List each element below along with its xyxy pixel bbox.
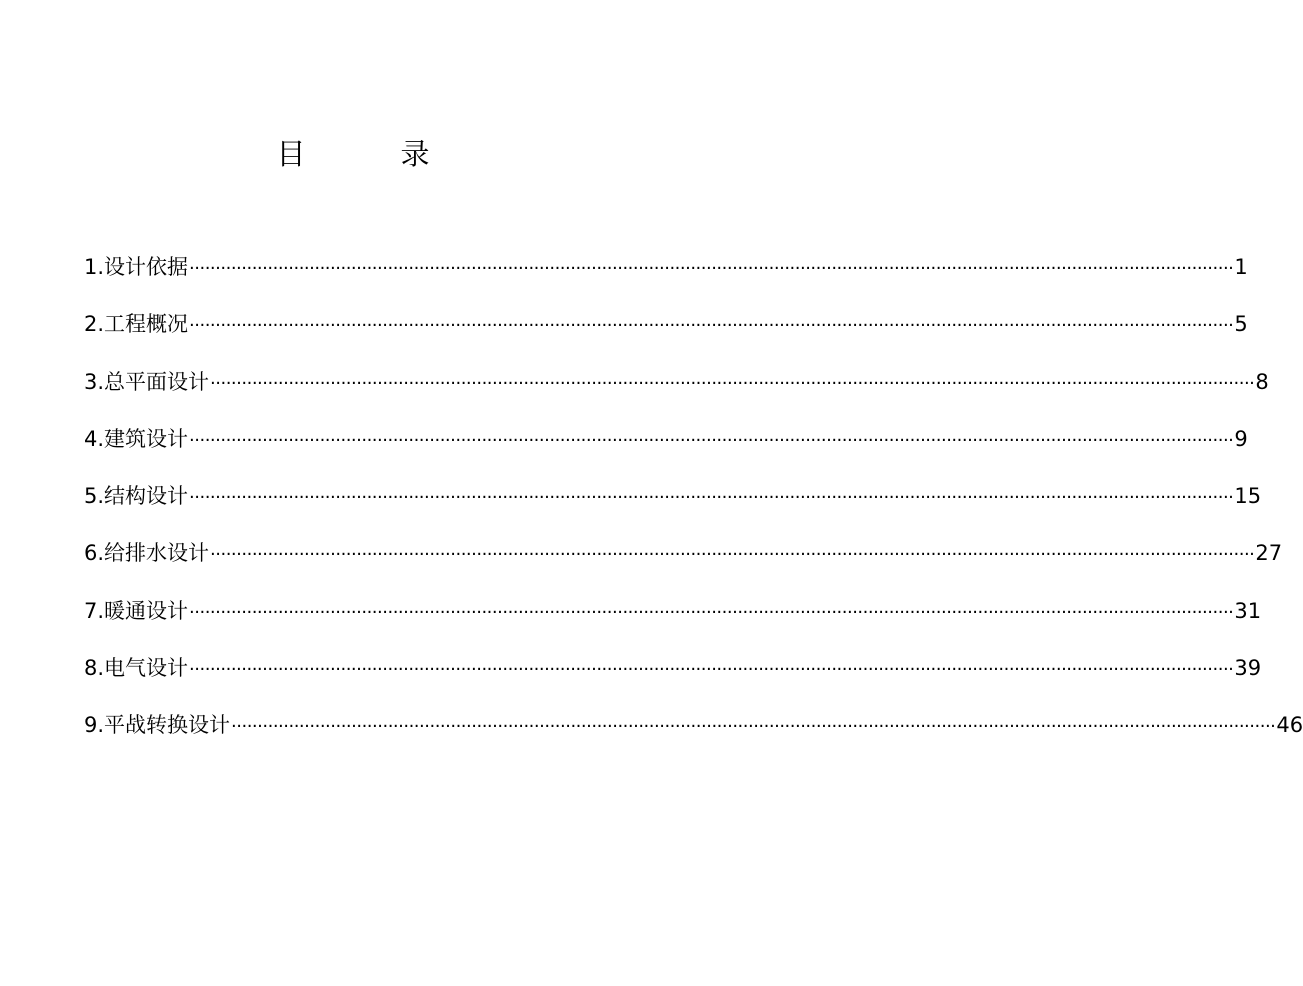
toc-dot-leader: ········································································································································································································ (189, 315, 1234, 337)
toc-page-number: 27 (1255, 541, 1283, 566)
toc-entry[interactable] (84, 706, 1303, 763)
table-of-contents (84, 248, 1303, 764)
toc-entry[interactable] (84, 363, 1269, 420)
toc-page-number: 46 (1276, 713, 1303, 738)
toc-entry[interactable] (84, 305, 1248, 362)
toc-entry[interactable] (84, 649, 1262, 706)
toc-entry[interactable] (84, 477, 1262, 534)
toc-entry-label: 6.给排水设计 (84, 541, 210, 566)
toc-page-number: 5 (1234, 312, 1248, 337)
toc-entry-label: 7.暖通设计 (84, 598, 189, 623)
toc-entry[interactable] (84, 592, 1262, 649)
toc-page-number: 9 (1234, 426, 1248, 451)
toc-entry[interactable] (84, 534, 1283, 591)
toc-entry-label: 2.工程概况 (84, 312, 189, 337)
toc-title: 目 录 (276, 137, 463, 171)
toc-entry[interactable] (84, 248, 1248, 305)
toc-dot-leader: ········································································································································································································ (210, 372, 1255, 394)
toc-dot-leader: ········································································································································································································ (189, 258, 1234, 279)
toc-page-number: 31 (1234, 598, 1262, 623)
toc-entry-label: 1.设计依据 (84, 255, 189, 279)
toc-entry-label: 3.总平面设计 (84, 369, 210, 394)
toc-dot-leader: ········································································································································································································ (189, 659, 1234, 681)
toc-dot-leader: ········································································································································································································ (210, 544, 1255, 566)
toc-entry-label: 5.结构设计 (84, 484, 189, 509)
toc-dot-leader: ········································································································································································································ (189, 487, 1234, 509)
toc-entry-label: 4.建筑设计 (84, 426, 189, 451)
toc-dot-leader: ········································································································································································································ (231, 716, 1276, 738)
toc-entry[interactable] (84, 420, 1248, 477)
toc-entry-label: 8.电气设计 (84, 656, 189, 681)
toc-page-number: 15 (1234, 484, 1262, 509)
toc-dot-leader: ········································································································································································································ (189, 429, 1234, 451)
toc-page-number: 39 (1234, 656, 1262, 681)
toc-dot-leader: ········································································································································································································ (189, 601, 1234, 623)
toc-page-number: 1 (1234, 255, 1248, 279)
toc-entry-label: 9.平战转换设计 (84, 713, 231, 738)
toc-page-number: 8 (1255, 369, 1269, 394)
